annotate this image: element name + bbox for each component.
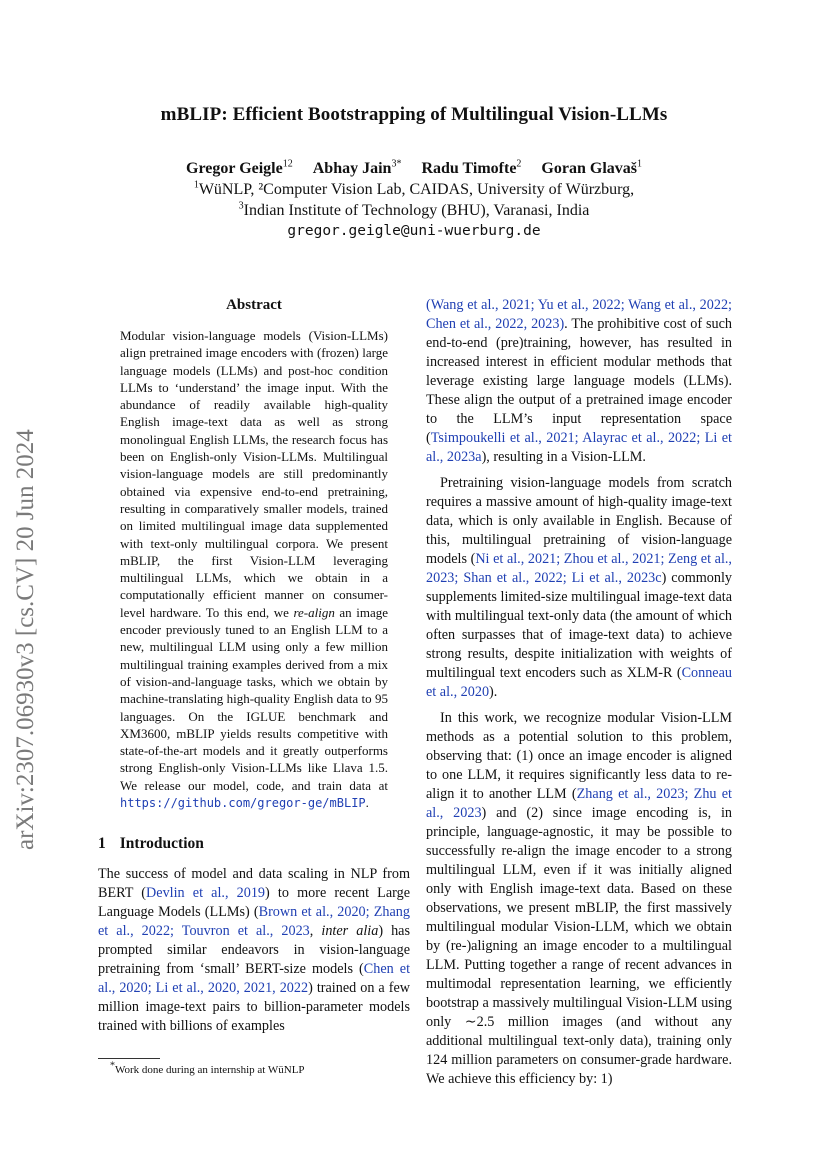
abstract-text: . [365,795,369,811]
abstract-body [120,327,388,812]
author [541,160,642,177]
body-text: , [309,923,322,940]
emphasis-text: inter alia [321,923,379,940]
abstract-heading: Abstract [226,297,282,313]
citation-link[interactable]: Tsimpoukelli et al., 2021; Alayrac et al., 2022; Li et al., 2023a [426,430,732,465]
author [421,160,521,177]
footnote-mark: * [110,1060,115,1072]
left-column [98,296,410,1036]
affiliation-line-2 [0,200,828,221]
author-name: Gregor Geigle [186,160,283,177]
affiliation-text: WüNLP, ²Computer Vision Lab, CAIDAS, University of Würzburg, [198,181,635,198]
citation-link[interactable]: Devlin et al., 2019 [146,885,266,902]
body-text: ) and (2) since image encoding is, in principle, language-agnostic, it may be possible to successfully re-align the image encoder to a strong multilingual LLM, even if it was initially aligned only with English image-text data. Based on these observations, we present mBLIP, the first massively multilingual modular Vision-LLM, which we obtain by (re-)aligning an image encoder to a multilingual LLM. Putting together a range of recent advances in multimodal representation learning, we efficiently bootstrap a massively multilingual Vision-LLM using only ∼2.5 million images (and without any additional multilingual text-only data), training only 124 million parameters on consumer-grade hardware. We achieve this efficiency by: 1) [426,805,732,1087]
body-text: ) commonly supplements limited-size multilingual image-text data with multilingual text-only data (the amount of which often surpasses that of image-text data) to achieve strong results, despite initialization with weights of multilingual text encoders such as XLM-R ( [426,570,732,681]
author [313,160,402,177]
citation-link[interactable]: (Wang et al., 2021; Yu et al., 2022; Wang et al., 2022; Chen et al., 2022, 2023) [426,297,732,332]
body-text: Pretraining vision-language models from scratch requires a massive amount of high-quality image-text data, which is only available in English. Because of this, multilingual pretraining of vision-language models ( [426,475,732,567]
citation-link[interactable]: Brown et al., 2020; Zhang et al., 2022; Touvron et al., 2023 [98,904,410,940]
body-text: ) trained on a few million image-text pairs to billion-parameter models trained with billions of examples [98,980,410,1035]
body-text: ) has prompted similar endeavors in vision-language pretraining from ‘small’ BERT-size models ( [98,923,411,978]
right-paragraph-3 [426,709,732,1089]
author-name: Abhay Jain [312,160,392,177]
author-email[interactable]: gregor.geigle@uni-wuerburg.de [287,223,541,239]
paper-title: mBLIP: Efficient Bootstrapping of Multilingual Vision-LLMs [160,104,668,125]
author-name: Radu Timofte [421,160,517,177]
footnote-text: Work done during an internship at WüNLP [115,1064,305,1076]
citation-link[interactable]: Chen et al., 2020; Li et al., 2020, 2021, 2022 [98,961,411,997]
section-number: 1 [98,835,106,853]
section-title: Introduction [119,835,204,853]
right-paragraph-1 [426,296,732,467]
citation-link[interactable]: Ni et al., 2021; Zhou et al., 2021; Zeng et al., 2023; Shan et al., 2022; Li et al., 2023c [426,551,732,586]
author-names [0,158,828,179]
right-column [426,296,732,1089]
citation-link[interactable]: Conneau et al., 2020 [426,665,732,700]
footnote-divider [98,1058,160,1059]
body-text: ). [489,684,498,700]
abstract-emphasis: re-align [293,604,335,620]
abstract-text: an image encoder previously tuned to an English LLM to a new, multilingual LLM using only a few million multilingual training examples derived from a mix of vision-and-language tasks, which we obtain by machine-translating high-quality English data to 95 languages. On the IGLUE benchmark and XM3600, mBLIP yields results competitive with state-of-the-art models and it greatly outperforms strong English-only Vision-LLMs like Llava 1.5. We release our model, code, and train data at [120,604,388,793]
body-text: The success of model and data scaling in NLP from BERT ( [98,866,410,902]
body-text: In this work, we recognize modular Vision-LLM methods as a potential solution to this problem, observing that: (1) once an image encoder is aligned to one LLM, it requires significantly less data to re-align it to another LLM ( [426,710,732,802]
right-paragraph-2 [426,474,732,702]
footnote [110,1060,305,1077]
author-name: Goran Glavaš [541,160,637,177]
arxiv-id: arXiv:2307.06930v3 [cs.CV] 20 Jun 2024 [12,429,39,850]
repo-link[interactable]: https://github.com/gregor-ge/mBLIP [120,796,366,811]
author-sup: 1 [636,158,642,170]
author-sup: 3* [391,158,402,170]
citation-link[interactable]: Zhang et al., 2023; Zhu et al., 2023 [426,786,732,821]
intro-paragraph-1 [98,865,410,1036]
affiliation-sup: 3 [238,200,244,212]
body-text: ) to more recent Large Language Models (LLMs) ( [98,885,411,921]
affiliation-line-1 [0,179,828,200]
abstract-text: Modular vision-language models (Vision-LLMs) align pretrained image encoders with (frozen) large language models (LLMs) and post-hoc condition LLMs to ‘understand’ the image input. With the abundance of readily available high-quality English image-text data as well as strong monolingual English LLMs, the research focus has been on English-only Vision-LLMs. Multilingual vision-language models are still predominantly obtained via expensive end-to-end pretraining, resulting in comparatively smaller models, trained on limited multilingual image data supplemented with text-only multilingual corpora. We present mBLIP, the first Vision-LLM leveraging multilingual LLMs, which we obtain in a computationally efficient manner on consumer-level hardware. To this end, we [120,328,388,620]
author-block [0,158,828,242]
body-text: . The prohibitive cost of such end-to-end (pre)training, however, has resulted in increased interest in efficient modular methods that leverage existing large language models (LLMs). These align the output of a pretrained image encoder to the LLM’s input representation space ( [426,316,732,446]
body-text: ), resulting in a Vision-LLM. [481,449,646,465]
author-sup: 12 [282,158,293,170]
section-heading-introduction [98,834,410,853]
affiliation-sup: 1 [193,179,199,191]
affiliation-text: Indian Institute of Technology (BHU), Varanasi, India [243,202,590,219]
author [186,160,293,177]
author-sup: 2 [516,158,522,170]
